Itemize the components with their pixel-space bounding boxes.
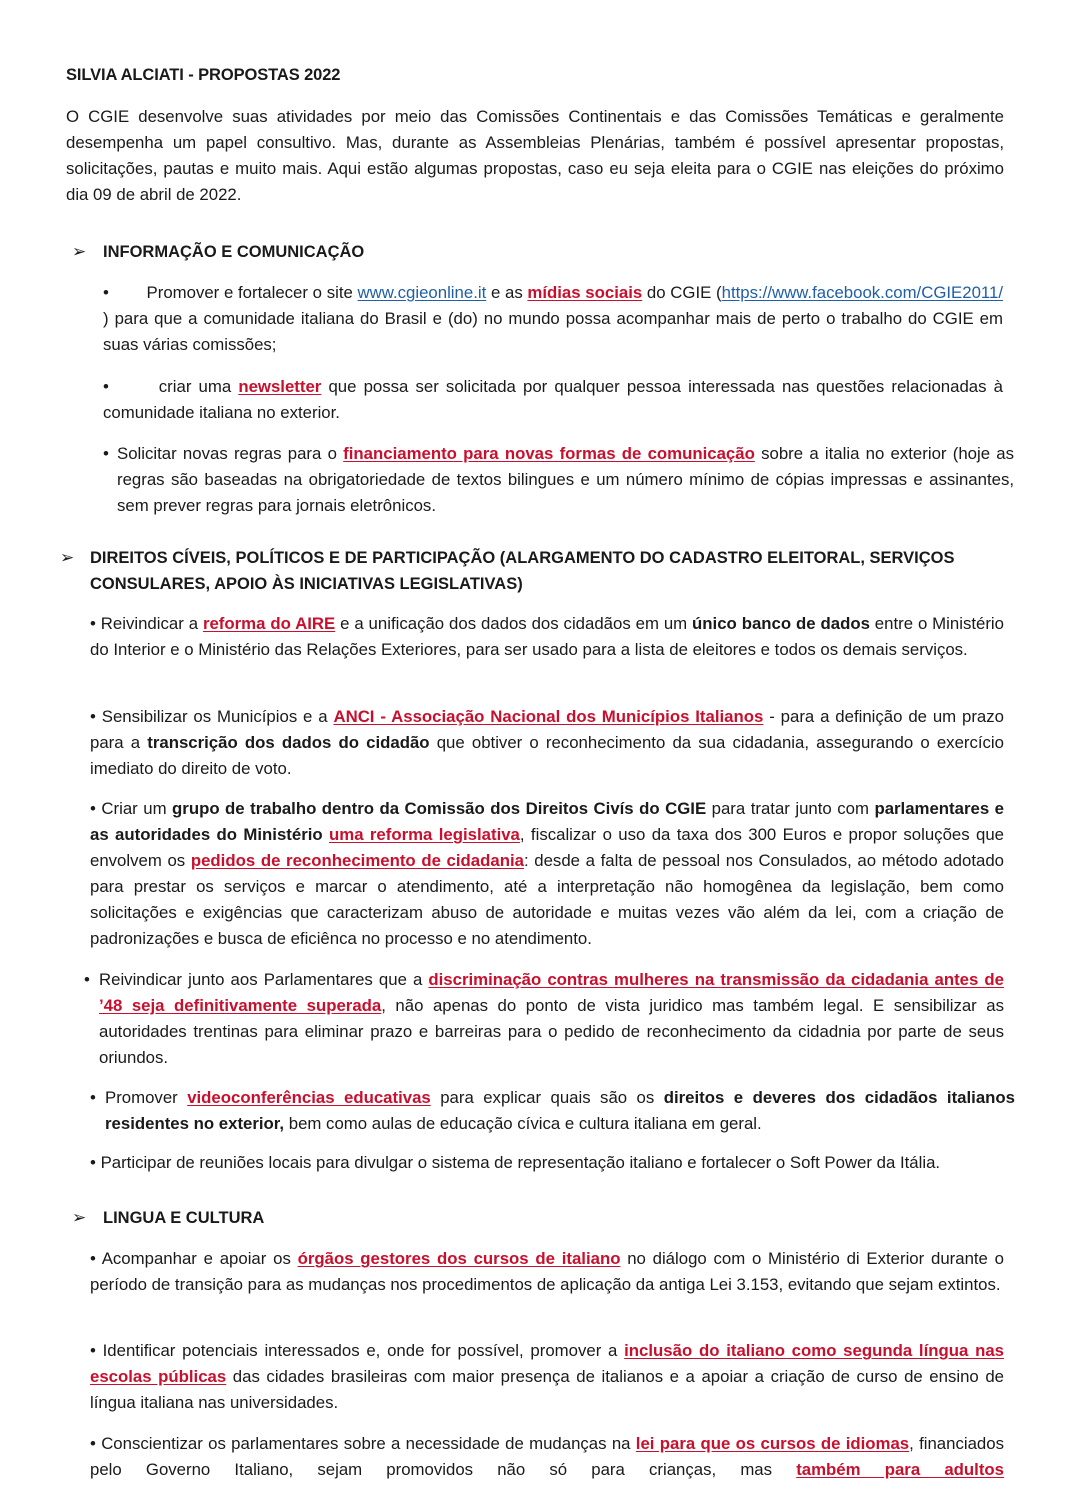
highlight-anci: ANCI - Associação Nacional dos Municípios Italianos <box>333 707 764 726</box>
bullet: • <box>90 1249 96 1268</box>
highlight-newsletter: newsletter <box>238 377 322 396</box>
paragraph-newsletter: • criar uma newsletter que possa ser solicitada por qualquer pessoa interessada nas questões relacionadas à comunidade italiana no exterior. <box>103 377 1003 422</box>
paragraph-orgaos-gestores: • Acompanhar e apoiar os órgãos gestores dos cursos de italiano no diálogo com o Ministério di Exterior durante o período de transição para as mudanças nos procedimentos de aplicação da antiga Lei 3.153, evitando que sejam extintos. <box>90 1249 1004 1294</box>
section-heading-direitos: DIREITOS CÍVEIS, POLÍTICOS E DE PARTICIPAÇÃO (ALARGAMENTO DO CADASTRO ELEITORAL, SERVIÇOS CONSULARES, APOIO ÀS INICIATIVAS LEGISLATIVAS) <box>90 549 955 593</box>
highlight-orgaos-gestores: órgãos gestores dos cursos de italiano <box>297 1249 621 1268</box>
bullet: • <box>103 283 109 302</box>
highlight-videoconferencias: videoconferências educativas <box>187 1088 431 1107</box>
highlight-financiamento: financiamento para novas formas de comunicação <box>343 444 755 463</box>
paragraph-reunioes: • Participar de reuniões locais para divulgar o sistema de representação italiano e fortalecer o Soft Power da Itália. <box>90 1153 941 1172</box>
paragraph-financiamento: Solicitar novas regras para o financiamento para novas formas de comunicação sobre a italia no exterior (hoje as regras são baseadas na obrigatoriedade de textos bilingues e um número mínimo de cópias impressas e assinantes, sem prever regras para jornais eletrônicos. <box>117 444 1015 515</box>
bullet: • <box>103 377 109 396</box>
bullet: • <box>90 799 96 818</box>
bullet: • <box>84 970 90 989</box>
paragraph-anci: • Sensibilizar os Municípios e a ANCI - Associação Nacional dos Municípios Italianos - para a definição de um prazo para a transcrição dos dados do cidadão que obtiver o reconhecimento da sua cidadania, assegurando o exercício imediato do direito de voto. <box>90 707 1004 778</box>
bullet: • <box>90 614 96 633</box>
paragraph-grupo-trabalho: • Criar um grupo de trabalho dentro da Comissão dos Direitos Civís do CGIE para tratar junto com parlamentares e as autoridades do Ministério uma reforma legislativa, fiscalizar o uso da taxa dos 300 Euros e propor soluções que envolvem os pedidos de reconhecimento de cidadania: desde a falta de pessoal nos Consulados, ao método adotado para prestar os serviços e marcar o atendimento, até a interpretação não homogênea da legislação, bem como solicitações e exigências que caracterizam abuso de autoridade e muitas vezes vão além da lei, com a criação de padronizações e busca de eficiênca no processo e no atendimento. <box>90 799 1004 948</box>
highlight-reforma-legislativa: uma reforma legislativa <box>329 825 520 844</box>
intro-paragraph: O CGIE desenvolve suas atividades por meio das Comissões Continentais e das Comissões Temáticas e geralmente desempenha um papel consultivo. Mas, durante as Assembleias Plenárias, também é possível apresentar propostas, solicitações, pautas e muito mais. Aqui estão algumas propostas, caso eu seja eleita para o CGIE nas eleições do próximo dia 09 de abril de 2022. <box>66 107 1004 204</box>
bullet: • <box>90 707 96 726</box>
highlight-discriminacao: discriminação contras mulheres na transmissão da cidadania antes de ’48 seja definitivamente superada <box>99 970 1004 1015</box>
paragraph-reforma-aire: • Reivindicar a reforma do AIRE e a unificação dos dados dos cidadãos em um único banco de dados entre o Ministério do Interior e o Ministério das Relações Exteriores, para ser usado para a lista de eleitores e todos os demais serviços. <box>90 614 1004 659</box>
bullet: • <box>90 1088 96 1107</box>
paragraph-inclusao-italiano: • Identificar potenciais interessados e, onde for possível, promover a inclusão do italiano como segunda língua nas escolas públicas das cidades brasileiras com maior presença de italianos e a apoiar a criação de curso de ensino de língua italiana nas universidades. <box>90 1341 1004 1412</box>
bullet: • <box>90 1341 96 1360</box>
paragraph-videoconferencias: Promover videoconferências educativas para explicar quais são os direitos e deveres dos cidadãos italianos residentes no exterior, bem como aulas de educação cívica e cultura italiana em geral. <box>105 1088 1015 1133</box>
link-facebook-cgie[interactable]: https://www.facebook.com/CGIE2011/ <box>721 283 1003 302</box>
section-arrow-icon: ➢ <box>72 242 87 261</box>
highlight-pedidos-cidadania: pedidos de reconhecimento de cidadania <box>190 851 524 870</box>
section-arrow-icon: ➢ <box>72 1208 87 1227</box>
section-arrow-icon: ➢ <box>60 548 75 567</box>
highlight-adultos: também para adultos <box>796 1460 1004 1479</box>
highlight-lei-cursos: lei para que os cursos de idiomas <box>635 1434 910 1453</box>
bullet: • <box>103 444 109 463</box>
link-cgieonline[interactable]: www.cgieonline.it <box>357 283 487 302</box>
paragraph-conscientizar: • Conscientizar os parlamentares sobre a necessidade de mudanças na lei para que os cursos de idiomas, financiados pelo Governo Italiano, sejam promovidos não só para crianças, mas também para adultos <box>90 1434 1004 1479</box>
section-heading-lingua: LINGUA E CULTURA <box>103 1209 265 1227</box>
bullet: • <box>90 1153 96 1172</box>
section-heading-informacao: INFORMAÇÃO E COMUNICAÇÃO <box>103 243 365 261</box>
highlight-inclusao-italiano: inclusão do italiano como segunda língua nas escolas públicas <box>90 1341 1004 1386</box>
paragraph-discriminacao: Reivindicar junto aos Parlamentares que a discriminação contras mulheres na transmissão da cidadania antes de ’48 seja definitivamente superada, não apenas do ponto de vista juridico mas também legal. E sensibilizar as autoridades trentinas para eliminar prazo e barreiras para o pedido de reconhecimento da cidadnia por parte de seus oriundos. <box>99 970 1005 1067</box>
document-title: SILVIA ALCIATI - PROPOSTAS 2022 <box>66 66 341 84</box>
paragraph-site-midias: • Promover e fortalecer o site www.cgieonline.it e as mídias sociais do CGIE (https://www.facebook.com/CGIE2011/ ) para que a comunidade italiana do Brasil e (do) no mundo possa acompanhar mais de perto o trabalho do CGIE em suas várias comissões; <box>103 283 1003 354</box>
bullet: • <box>90 1434 96 1453</box>
highlight-reforma-aire: reforma do AIRE <box>202 614 336 633</box>
highlight-midias-sociais: mídias sociais <box>527 283 643 302</box>
